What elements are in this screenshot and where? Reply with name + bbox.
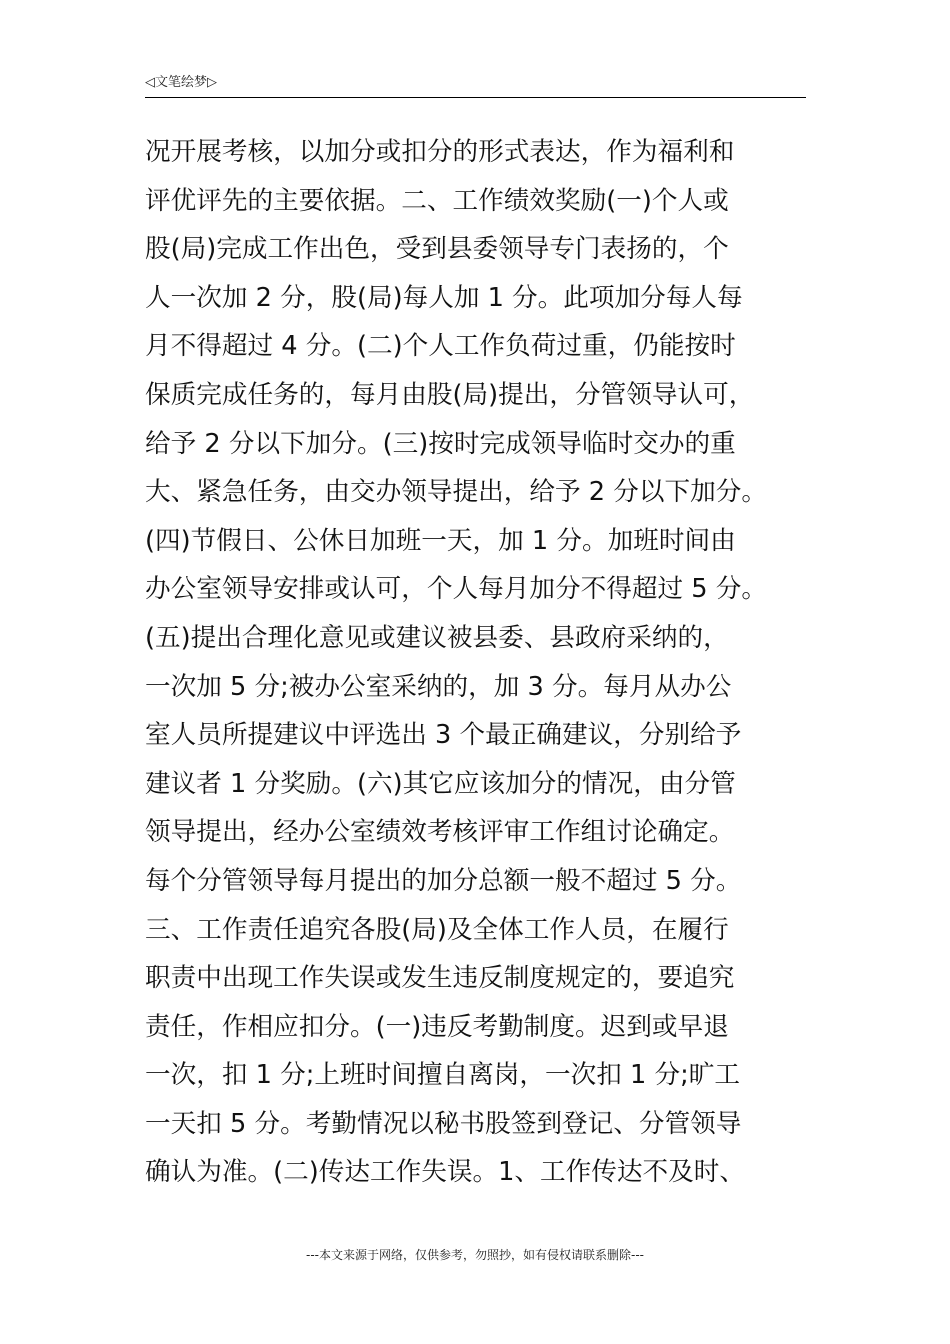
text-line: 建议者 1 分奖励。(六)其它应该加分的情况，由分管: [145, 768, 736, 799]
text-line: 领导提出，经办公室绩效考核评审工作组讨论确定。: [145, 817, 735, 848]
text-line: 办公室领导安排或认可，个人每月加分不得超过 5 分。: [145, 574, 767, 605]
text-line: 职责中出现工作失误或发生违反制度规定的，要追究: [145, 963, 735, 994]
text-line: 大、紧急任务，由交办领导提出，给予 2 分以下加分。: [145, 477, 767, 508]
text-line: 一次加 5 分;被办公室采纳的，加 3 分。每月从办公: [145, 671, 732, 702]
page-header: ◁文笔绘梦▷: [145, 75, 217, 90]
text-line: 三、工作责任追究各股(局)及全体工作人员，在履行: [145, 914, 729, 945]
text-line: 月不得超过 4 分。(二)个人工作负荷过重，仍能按时: [145, 331, 736, 362]
text-line: 人一次加 2 分，股(局)每人加 1 分。此项加分每人每: [145, 282, 743, 313]
text-line: 责任，作相应扣分。(一)违反考勤制度。迟到或早退: [145, 1011, 729, 1042]
text-line: 况开展考核，以加分或扣分的形式表达，作为福利和: [145, 137, 735, 167]
text-line: 给予 2 分以下加分。(三)按时完成领导临时交办的重: [145, 428, 736, 459]
text-line: 评优评先的主要依据。二、工作绩效奖励(一)个人或: [145, 185, 729, 216]
text-line: (四)节假日、公休日加班一天，加 1 分。加班时间由: [145, 525, 736, 556]
page-footer-notice: ---本文来源于网络，仅供参考，勿照抄，如有侵权请联系删除---: [306, 1248, 644, 1262]
text-line: 一天扣 5 分。考勤情况以秘书股签到登记、分管领导: [145, 1108, 742, 1139]
text-line: 确认为准。(二)传达工作失误。1、工作传达不及时、: [145, 1157, 746, 1188]
text-line: 室人员所提建议中评选出 3 个最正确建议，分别给予: [145, 720, 742, 751]
document-body: [145, 128, 845, 1197]
text-line: 保质完成任务的，每月由股(局)提出，分管领导认可，: [145, 379, 755, 410]
text-line: 一次，扣 1 分;上班时间擅自离岗，一次扣 1 分;旷工: [145, 1060, 740, 1091]
text-line: 股(局)完成工作出色，受到县委领导专门表扬的，个: [145, 234, 729, 265]
text-line: 每个分管领导每月提出的加分总额一般不超过 5 分。: [145, 865, 742, 896]
header-divider: [145, 97, 806, 98]
text-line: (五)提出合理化意见或建议被县委、县政府采纳的，: [145, 622, 729, 653]
